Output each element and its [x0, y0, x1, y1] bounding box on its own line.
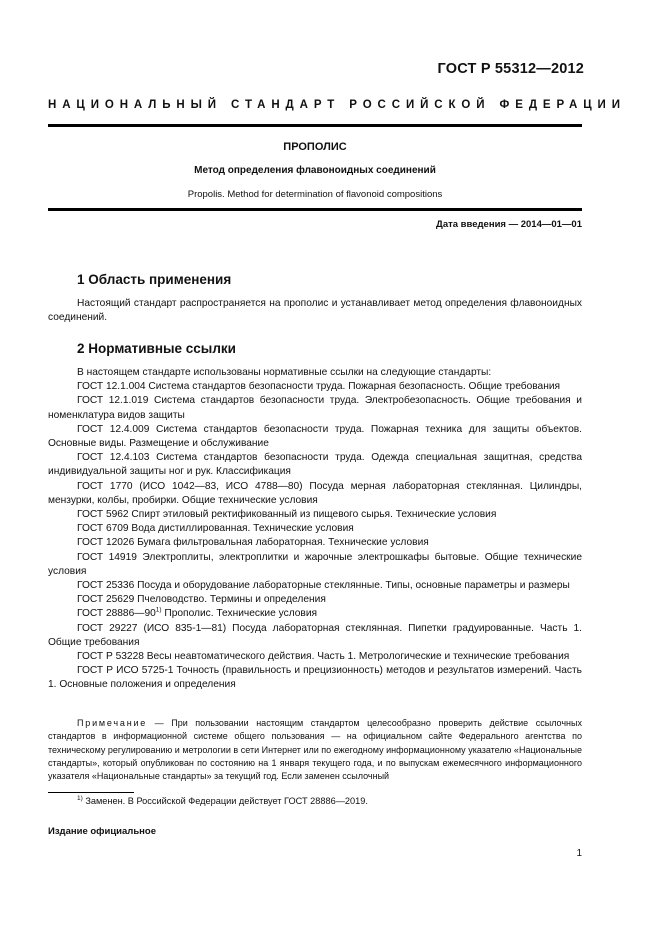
page-number: 1: [576, 848, 582, 859]
title-rule: [48, 208, 582, 211]
reference-item: ГОСТ 14919 Электроплиты, электроплитки и жарочные электрошкафы бытовые. Общие технические условия: [48, 551, 582, 577]
reference-item: ГОСТ 12.1.019 Система стандартов безопасности труда. Электробезопасность. Общие требования и номенклатура видов защиты: [48, 395, 582, 421]
reference-item: ГОСТ 1770 (ИСО 1042—83, ИСО 4788—80) Посуда мерная лабораторная стеклянная. Цилиндры, мензурки, колбы, пробирки. Общие технические условия: [48, 480, 582, 506]
document-code: ГОСТ Р 55312—2012: [437, 61, 584, 77]
reference-title: Прополис. Технические условия: [161, 608, 318, 620]
reference-item: ГОСТ 25336 Посуда и оборудование лабораторные стеклянные. Типы, основные параметры и размеры: [77, 580, 570, 592]
note-paragraph: [48, 717, 582, 783]
reference-item: ГОСТ 12026 Бумага фильтровальная лабораторная. Технические условия: [77, 537, 429, 549]
reference-item: ГОСТ Р 53228 Весы неавтоматического действия. Часть 1. Метрологические и технические требования: [77, 651, 570, 663]
reference-item: ГОСТ Р ИСО 5725-1 Точность (правильность и прецизионность) методов и результатов измерений. Часть 1. Основные положения и определения: [48, 665, 582, 691]
footnote-number: 1): [77, 795, 83, 802]
official-edition-label: Издание официальное: [48, 826, 156, 837]
footnote-text: Заменен. В Российской Федерации действует ГОСТ 28886—2019.: [82, 796, 368, 807]
national-standard-title: НАЦИОНАЛЬНЫЙ СТАНДАРТ РОССИЙСКОЙ ФЕДЕРАЦИИ: [48, 99, 626, 111]
note-label: Примечание: [77, 718, 148, 728]
section-1-heading: 1 Область применения: [77, 272, 232, 287]
note-text: — При пользовании настоящим стандартом целесообразно проверить действие ссылочных стандартов в информационной системе общего пользования — на официальном сайте Федерального агентства по техническому регулированию и метрологии в сети Интернет или по ежегодному информационному указателю «Национальные стандарты», который опубликован по состоянию на 1 января текущего года, и по выпускам ежемесячного информационного указателя «Национальные стандарты» за текущий год. Если заменен ссылочный: [48, 718, 582, 782]
section-1-text: [48, 297, 582, 325]
reference-item-28886: [48, 607, 582, 621]
reference-code: ГОСТ 28886—90: [77, 608, 156, 620]
introduction-date: Дата введения — 2014—01—01: [436, 219, 582, 230]
section-1-paragraph: Настоящий стандарт распространяется на прополис и устанавливает метод определения флавоноидных соединений.: [48, 298, 582, 323]
standard-title: ПРОПОЛИС: [283, 141, 347, 153]
footnote-divider: [48, 792, 134, 793]
normative-references: [48, 366, 582, 693]
reference-item: ГОСТ 5962 Спирт этиловый ректификованный из пищевого сырья. Технические условия: [77, 509, 497, 521]
footnote: [77, 795, 368, 806]
footnote-marker: 1): [155, 607, 162, 615]
reference-item: ГОСТ 12.4.009 Система стандартов безопасности труда. Пожарная техника для защиты объектов. Основные виды. Размещение и обслуживание: [48, 423, 582, 450]
section-2-heading: 2 Нормативные ссылки: [77, 341, 236, 356]
references-intro: В настоящем стандарте использованы нормативные ссылки на следующие стандарты:: [77, 367, 492, 378]
reference-item: ГОСТ 6709 Вода дистиллированная. Технические условия: [77, 523, 354, 535]
reference-item: ГОСТ 12.1.004 Система стандартов безопасности труда. Пожарная безопасность. Общие требования: [77, 381, 561, 393]
reference-item: ГОСТ 29227 (ИСО 835-1—81) Посуда лабораторная стеклянная. Пипетки градуированные. Часть 1. Общие требования: [48, 622, 582, 648]
reference-item: ГОСТ 25629 Пчеловодство. Термины и определения: [77, 594, 326, 606]
standard-subtitle: Метод определения флавоноидных соединений: [194, 165, 436, 176]
reference-item: ГОСТ 12.4.103 Система стандартов безопасности труда. Одежда специальная защитная, средства индивидуальной защиты ног и рук. Классификация: [48, 452, 582, 478]
header-rule: [48, 124, 582, 127]
english-title: Propolis. Method for determination of flavonoid compositions: [187, 189, 443, 200]
